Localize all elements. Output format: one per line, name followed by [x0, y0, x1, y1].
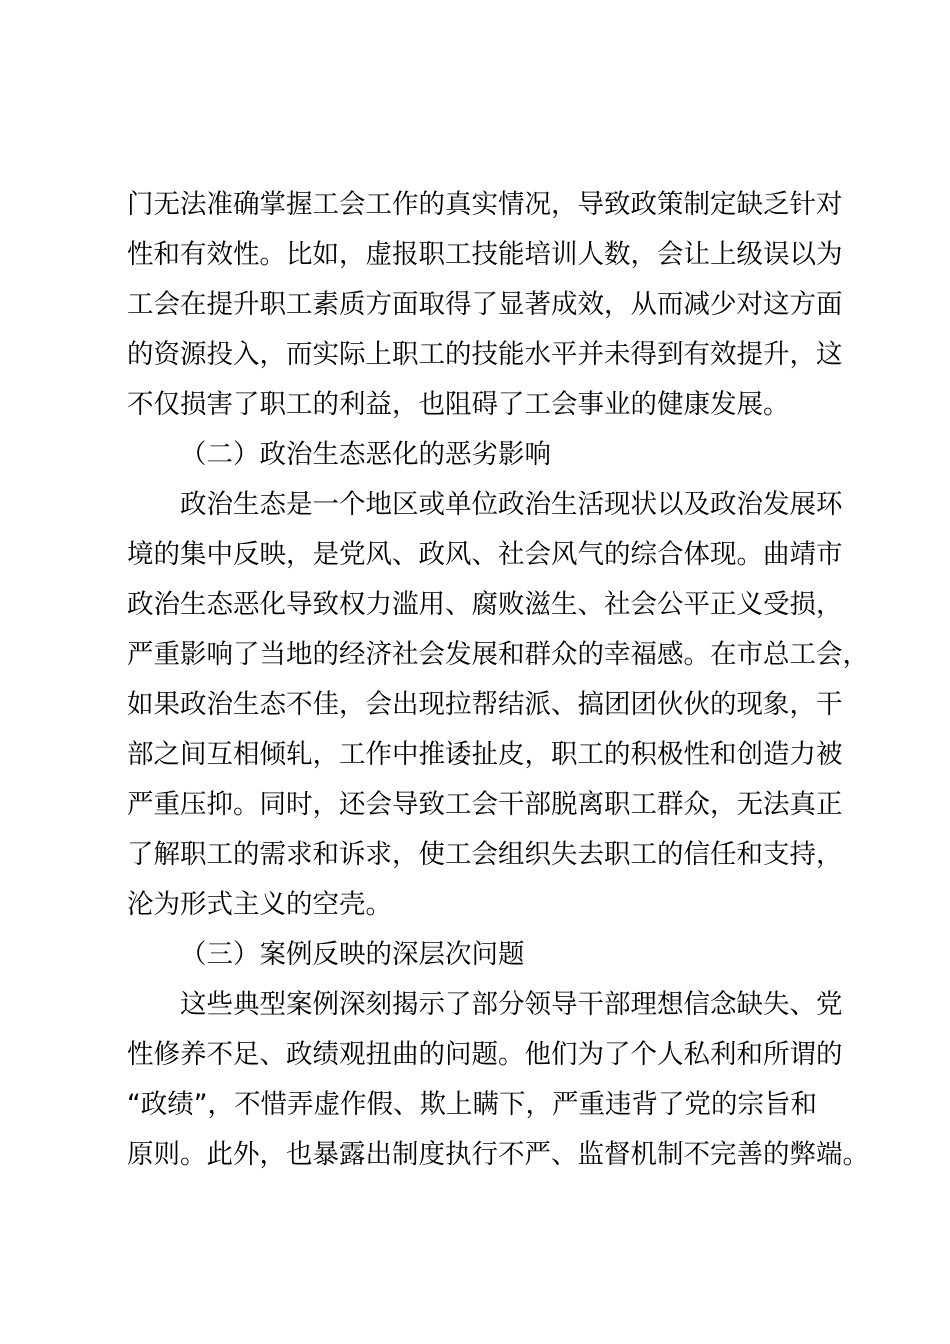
- paragraph-line: 工会在提升职工素质方面取得了显著成效，从而减少对这方面: [127, 289, 843, 320]
- paragraph-line: 这些典型案例深刻揭示了部分领导干部理想信念缺失、党: [180, 989, 843, 1020]
- paragraph-line: 不仅损害了职工的利益，也阻碍了工会事业的健康发展。: [127, 389, 790, 420]
- section-heading-2: （二）政治生态恶化的恶劣影响: [180, 439, 551, 470]
- paragraph-line: 了解职工的需求和诉求，使工会组织失去职工的信任和支持，: [127, 839, 843, 870]
- paragraph-line: 的资源投入，而实际上职工的技能水平并未得到有效提升，这: [127, 339, 843, 370]
- paragraph-line: “政绩”，不惜弄虚作假、欺上瞒下，严重违背了党的宗旨和: [127, 1089, 817, 1120]
- paragraph-line: 政治生态是一个地区或单位政治生活现状以及政治发展环: [180, 489, 843, 520]
- document-body: [127, 180, 869, 1180]
- paragraph-line: 严重压抑。同时，还会导致工会干部脱离职工群众，无法真正: [127, 789, 843, 820]
- paragraph-line: 沦为形式主义的空壳。: [127, 889, 392, 920]
- paragraph-line: 部之间互相倾轧，工作中推诿扯皮，职工的积极性和创造力被: [127, 739, 843, 770]
- paragraph-line: 性修养不足、政绩观扭曲的问题。他们为了个人私利和所谓的: [127, 1039, 843, 1070]
- section-heading-3: （三）案例反映的深层次问题: [180, 939, 525, 970]
- paragraph-line: 严重影响了当地的经济社会发展和群众的幸福感。在市总工会，: [127, 639, 869, 670]
- paragraph-line: 如果政治生态不佳，会出现拉帮结派、搞团团伙伙的现象，干: [127, 689, 843, 720]
- paragraph-line: 境的集中反映，是党风、政风、社会风气的综合体现。曲靖市: [127, 539, 843, 570]
- paragraph-line: 性和有效性。比如，虚报职工技能培训人数，会让上级误以为: [127, 239, 843, 270]
- paragraph-line: 政治生态恶化导致权力滥用、腐败滋生、社会公平正义受损，: [127, 589, 843, 620]
- paragraph-line: 原则。此外，也暴露出制度执行不严、监督机制不完善的弊端。: [127, 1139, 869, 1170]
- paragraph-line: 门无法准确掌握工会工作的真实情况，导致政策制定缺乏针对: [127, 189, 843, 220]
